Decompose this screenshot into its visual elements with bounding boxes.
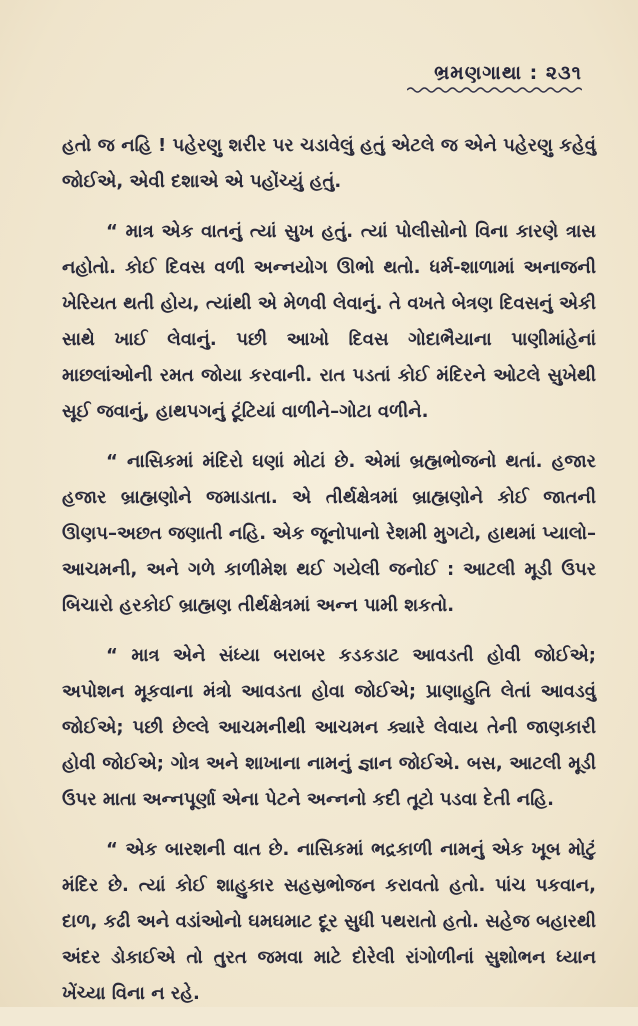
paragraph-3: “ નાસિકમાં મંદિરો ઘણાં મોટાં છે. એમાં બ્રહ્મભોજનો થતાં. હજાર હજાર બ્રાહ્મણોને જમાડાતા. એ તીર્થક્ષેત્રમાં બ્રાહ્મણોને કોઈ જાતની ઊણપ–અછત જણાતી નહિ. એક જૂનોપાનો રેશમી મુગટો, હાથમાં પ્યાલો–આચમની, અને ગળે કાળીમેશ થઈ ગયેલી જનોઈ : આટલી મૂડી ઉપર બિચારો હરકોઈ બ્રાહ્મણ તીર્થક્ષેત્રમાં અન્ન પામી શકતો.: [62, 451, 596, 616]
paragraph-5: “ એક બારશની વાત છે. નાસિકમાં ભદ્રકાળી નામનું એક ખૂબ મોટું મંદિર છે. ત્યાં કોઈ શાહુકાર સહસ્રભોજન કરાવતો હતો. પાંચ પકવાન, દાળ, કઢી અને વડાંઓનો ઘમઘમાટ દૂર સુધી પથરાતો હતો. સહેજ બહારથી અંદર ડોકાઈએ તો તુરત જમવા માટે દોરેલી રાંગોળીનાં સુશોભન ધ્યાન ખેંચ્યા વિના ન રહે.: [62, 839, 596, 1004]
body-text: [62, 128, 596, 1026]
paragraph-2: “ માત્ર એક વાતનું ત્યાં સુખ હતું. ત્યાં પોલીસોનો વિના કારણે ત્રાસ નહોતો. કોઈ દિવસ વળી અન્નયોગ ઊભો થતો. ધર્મ-શાળામાં અનાજની ખેરિયત થતી હોય, ત્યાંથી એ મેળવી લેવાનું. તે વખતે બેત્રણ દિવસનું એકી સાથે ખાઈ લેવાનું. પછી આખો દિવસ ગોદાભૈયાના પાણીમાંહેનાં માછલાંઓની રમત જોયા કરવાની. રાત પડતાં કોઈ મંદિરને ઓટલે સુખેથી સૂઈ જવાનું, હાથપગનું ટૂંટિયાં વાળીને–ગોટા વળીને.: [62, 221, 596, 422]
paragraph-1: હતો જ નહિ ! પહેરણુ શરીર પર ચડાવેલું હતું એટલે જ એને પહેરણુ કહેવું જોઈએ, એવી દશાએ એ પહોંચ્યું હતું.: [62, 135, 596, 192]
paragraph-4: “ માત્ર એને સંધ્યા બરાબર કડકડાટ આવડતી હોવી જોઈએ; અપોશન મૂકવાના મંત્રો આવડતા હોવા જોઈએ; પ્રાણાહુતિ લેતાં આવડવું જોઈએ; પછી છેલ્લે આચમનીથી આચમન ક્યારે લેવાય તેની જાણકારી હોવી જોઈએ; ગોત્ર અને શાખાના નામનું જ્ઞાન જોઈએ. બસ, આટલી મૂડી ઉપર માતા અન્નપૂર્ણા એના પેટને અન્નનો કદી તૂટો પડવા દેતી નહિ.: [62, 645, 596, 810]
running-head-title: ભ્રમણગાથા : ૨૩૧: [434, 62, 582, 84]
wavy-underline-ornament: [407, 86, 582, 94]
running-head: [407, 62, 582, 94]
